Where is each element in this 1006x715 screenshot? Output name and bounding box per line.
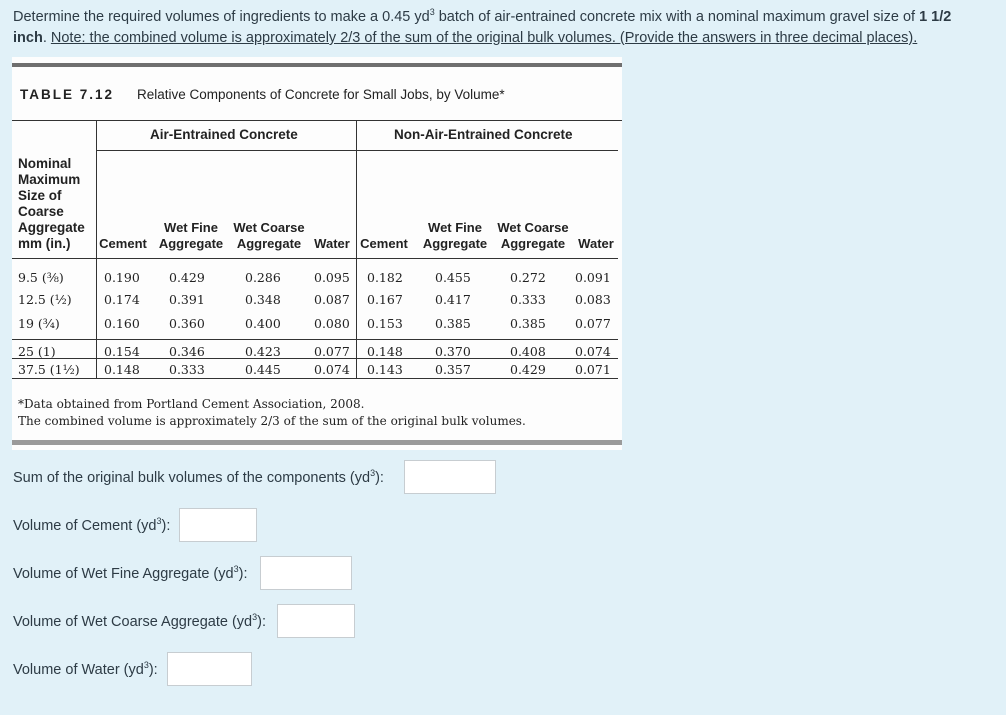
value-cell: 0.148 [104, 362, 140, 377]
value-cell: 0.417 [435, 292, 471, 307]
col-header-cement: Cement [99, 236, 147, 251]
value-cell: 0.077 [575, 316, 611, 331]
cement-input[interactable] [179, 508, 257, 542]
coarse-aggregate-input[interactable] [277, 604, 355, 638]
value-cell: 0.385 [435, 316, 471, 331]
value-cell: 0.408 [510, 344, 546, 359]
col-header-cement: Cement [360, 236, 408, 251]
col-header-water: Water [578, 236, 614, 251]
value-cell: 0.083 [575, 292, 611, 307]
value-cell: 0.071 [575, 362, 611, 377]
table-rule [12, 120, 622, 121]
question-text: Determine the required volumes of ingredients to make a 0.45 $yd^3$ batch of air-entrained concrete mix with a nominal maximum gravel size of 1 1/2 inch. Note: the combined volume is approximately 2/3 of the sum of the original bulk volumes. (Provide the answers in three decimal places). [13, 7, 952, 46]
sum-label: Sum of the original bulk volumes of the components $(yd^3)$: [13, 468, 384, 486]
row-rule [12, 339, 618, 340]
value-cell: 0.348 [245, 292, 281, 307]
value-cell: 0.286 [245, 270, 281, 285]
value-cell: 0.400 [245, 316, 281, 331]
value-cell: 0.143 [367, 362, 403, 377]
table-footnote: *Data obtained from Portland Cement Association, 2008. [18, 397, 365, 411]
value-cell: 0.074 [575, 344, 611, 359]
header-rule [12, 258, 618, 259]
size-cell: 37.5 (1¹⁄₂) [18, 362, 80, 377]
col-header-wet-coarse: Wet Coarse Aggregate [233, 220, 305, 251]
table-footnote: The combined volume is approximately 2/3 of the sum of the original bulk volumes. [18, 414, 526, 428]
value-cell: 0.429 [510, 362, 546, 377]
value-cell: 0.357 [435, 362, 471, 377]
sum-input[interactable] [404, 460, 496, 494]
concrete-table-image [12, 57, 622, 450]
col-header-wet-fine: Wet Fine Aggregate [158, 220, 224, 251]
table-caption: Relative Components of Concrete for Small Jobs, by Volume* [137, 87, 505, 102]
value-cell: 0.087 [314, 292, 350, 307]
value-cell: 0.153 [367, 316, 403, 331]
value-cell: 0.333 [169, 362, 205, 377]
table-bottom-rule [12, 440, 622, 445]
water-input[interactable] [167, 652, 252, 686]
size-cell: 9.5 (³⁄₈) [18, 270, 64, 285]
size-cell: 19 (³⁄₄) [18, 316, 60, 331]
col-header-water: Water [314, 236, 350, 251]
water-label: Volume of Water $(yd^3)$: [13, 660, 158, 678]
nominal-size-header: Nominal Maximum Size of Coarse Aggregate mm (in.) [18, 156, 85, 251]
value-cell: 0.182 [367, 270, 403, 285]
value-cell: 0.445 [245, 362, 281, 377]
fine-aggregate-label: Volume of Wet Fine Aggregate $(yd^3)$: [13, 564, 248, 582]
question-note: Note: the combined volume is approximately 2/3 of the sum of the original bulk volumes. (Provide the answers in three decimal places). [50, 30, 918, 46]
value-cell: 0.370 [435, 344, 471, 359]
value-cell: 0.154 [104, 344, 140, 359]
value-cell: 0.077 [314, 344, 350, 359]
table-number: TABLE 7.12 [20, 87, 115, 102]
col-header-wet-coarse: Wet Coarse Aggregate [497, 220, 569, 251]
value-cell: 0.423 [245, 344, 281, 359]
value-cell: 0.346 [169, 344, 205, 359]
size-cell: 12.5 (¹⁄₂) [18, 292, 72, 307]
group-rule [96, 150, 618, 151]
value-cell: 0.391 [169, 292, 205, 307]
table-top-rule [12, 63, 622, 67]
value-cell: 0.148 [367, 344, 403, 359]
row-rule [12, 378, 618, 379]
value-cell: 0.190 [104, 270, 140, 285]
size-cell: 25 (1) [18, 344, 56, 359]
value-cell: 0.095 [314, 270, 350, 285]
fine-aggregate-input[interactable] [260, 556, 352, 590]
value-cell: 0.429 [169, 270, 205, 285]
value-cell: 0.080 [314, 316, 350, 331]
value-cell: 0.385 [510, 316, 546, 331]
value-cell: 0.272 [510, 270, 546, 285]
value-cell: 0.091 [575, 270, 611, 285]
value-cell: 0.174 [104, 292, 140, 307]
value-cell: 0.360 [169, 316, 205, 331]
group-air-entrained: Air-Entrained Concrete [150, 127, 298, 142]
value-cell: 0.455 [435, 270, 471, 285]
value-cell: 0.333 [510, 292, 546, 307]
value-cell: 0.160 [104, 316, 140, 331]
group-non-air-entrained: Non-Air-Entrained Concrete [394, 127, 573, 142]
value-cell: 0.074 [314, 362, 350, 377]
value-cell: 0.167 [367, 292, 403, 307]
col-header-wet-fine: Wet Fine Aggregate [422, 220, 488, 251]
coarse-aggregate-label: Volume of Wet Coarse Aggregate $(yd^3)$: [13, 612, 266, 630]
cement-label: Volume of Cement $(yd^3)$: [13, 516, 171, 534]
